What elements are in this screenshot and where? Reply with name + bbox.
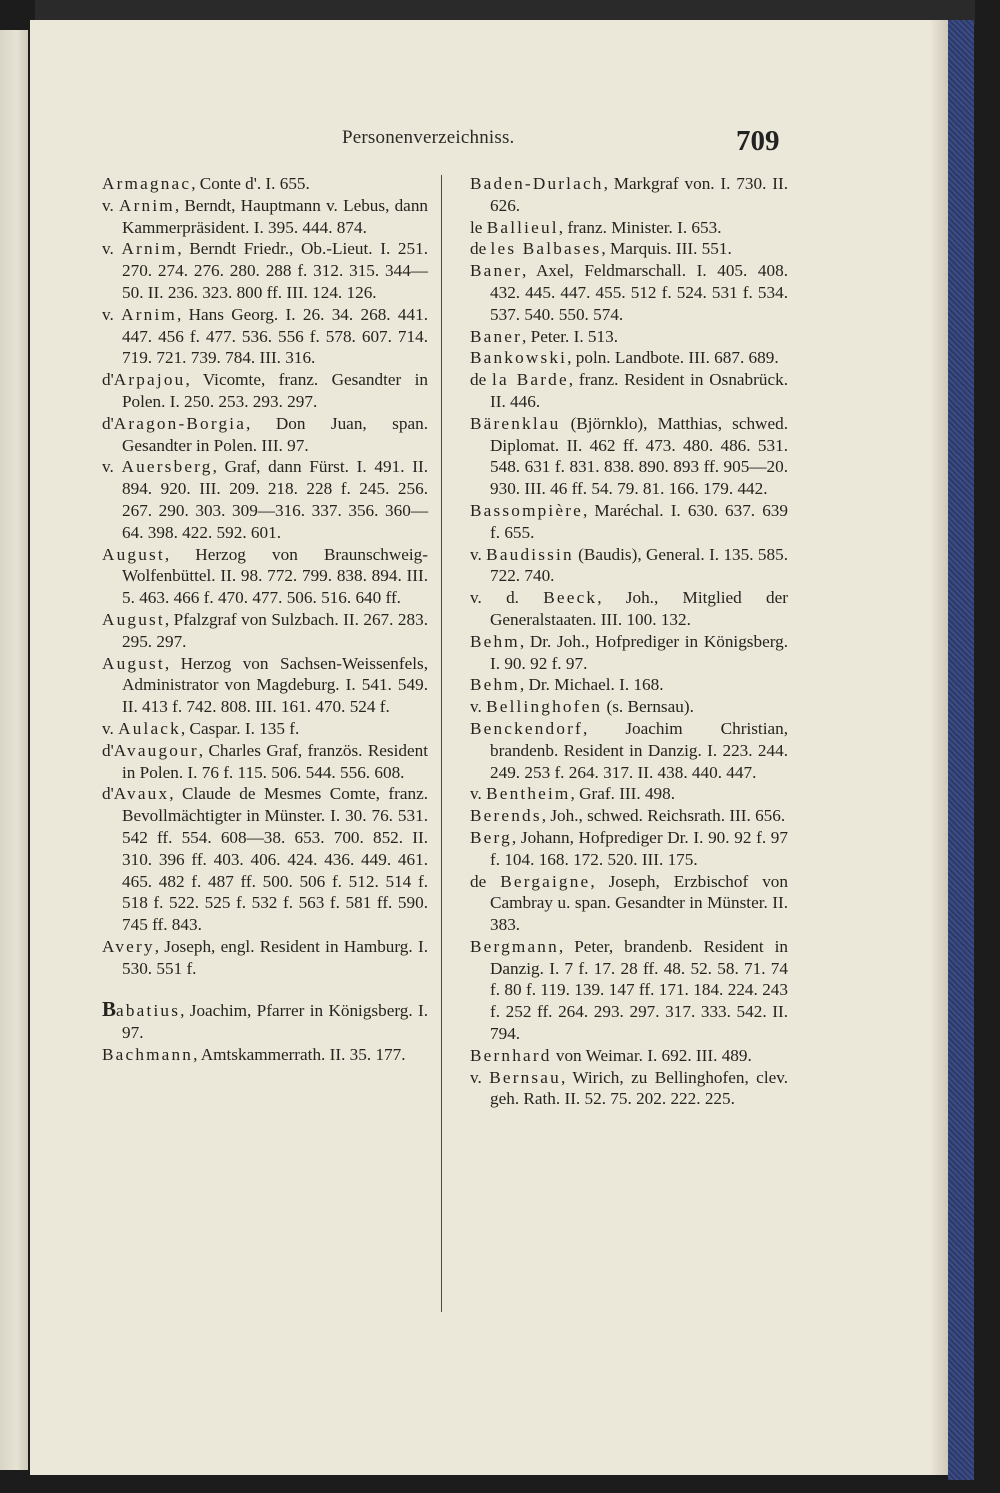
entry-name: Aulack [118, 718, 181, 738]
index-entry [470, 827, 788, 871]
entry-name: Armagnac [102, 174, 192, 193]
entry-references: (s. Bernsau). [602, 697, 694, 717]
index-entry [470, 936, 788, 1045]
index-entry [102, 456, 428, 543]
entry-references: , Axel, Feldmarschall. I. 405. 408. 432. 445. 447. 455. 512 f. 524. 531 f. 534. 537. 540. 550. 574. [490, 261, 788, 324]
entry-name: Beeck [543, 588, 598, 608]
entry-prefix: le [470, 217, 487, 237]
entry-prefix: de [470, 239, 491, 259]
index-entry [102, 740, 428, 784]
entry-references: , Dr. Michael. I. 168. [519, 675, 664, 695]
entry-references: (Björnklo), Matthias, schwed. Diplomat. II. 462 ff. 473. 480. 486. 531. 548. 631 f. 831. 838. 890. 893 ff. 905—20. 930. III. 46 ff. 54. 79. 81. 166. 179. 442. [490, 413, 788, 499]
entry-prefix: d' [102, 740, 114, 760]
index-entry [470, 587, 788, 631]
entry-references: , Joachim Christian, brandenb. Resident in Danzig. I. 223. 244. 249. 253 f. 264. 317. II. 438. 440. 447. [490, 718, 788, 782]
index-entry [102, 999, 428, 1044]
entry-prefix: v. [102, 304, 122, 324]
entry-references: , Wirich, zu Bellinghofen, clev. geh. Rath. II. 52. 75. 202. 222. 225. [490, 1067, 788, 1109]
entry-prefix: v. [102, 239, 122, 259]
entry-name: Arpajou [113, 370, 186, 390]
index-entry [470, 347, 788, 369]
page-number: 709 [736, 125, 780, 157]
entry-name: Bassompière [470, 500, 583, 520]
entry-name: Bankowski [470, 348, 568, 368]
entry-references: , Herzog von Sachsen-Weissenfels, Administrator von Magdeburg. I. 541. 549. II. 413 f. 742. 808. III. 161. 470. 524 f. [122, 653, 428, 717]
entry-references: , franz. Minister. I. 653. [558, 217, 722, 237]
index-entry [470, 1067, 788, 1111]
index-entry [102, 369, 428, 413]
index-entry [470, 369, 788, 413]
index-entry [102, 195, 428, 239]
index-entry [102, 653, 428, 718]
entry-name: Benckendorf [470, 718, 583, 738]
entry-references: , Johann, Hofprediger Dr. I. 90. 92 f. 97 f. 104. 168. 172. 520. III. 175. [490, 827, 788, 869]
entry-prefix: v. [102, 195, 119, 215]
entry-name: Auersberg [121, 457, 213, 477]
index-entry [470, 631, 788, 675]
entry-prefix: d' [102, 413, 114, 433]
index-entry [470, 217, 788, 239]
entry-name: Avaux [113, 784, 170, 804]
entry-references: , Markgraf von. I. 730. II. 626. [490, 174, 788, 215]
entry-name: Bachmann [102, 1045, 194, 1065]
index-entry [470, 500, 788, 544]
entry-prefix: v. [470, 697, 487, 717]
entry-references: , Charles Graf, französ. Resident in Polen. I. 76 f. 115. 506. 544. 556. 608. [122, 740, 428, 782]
entry-references: , Amtskammerrath. II. 35. 177. [193, 1045, 406, 1065]
entry-references: , Herzog von Braunschweig-Wolfenbüttel. II. 98. 772. 799. 838. 894. III. 5. 463. 466 f. 470. 477. 506. 516. 640 ff. [122, 544, 428, 608]
index-entry [102, 609, 428, 653]
entry-prefix: d' [102, 784, 114, 804]
index-entry [102, 1044, 428, 1066]
entry-name: Bellinghofen [486, 697, 603, 717]
entry-prefix: v. d. [470, 588, 544, 608]
entry-references: , Peter. I. 513. [522, 326, 618, 346]
index-entry [102, 304, 428, 369]
entry-references: , Hans Georg. I. 26. 34. 268. 441. 447. 456 f. 477. 536. 556 f. 578. 607. 714. 719. 721. 739. 784. III. 316. [122, 304, 428, 368]
entry-name: Arnim [121, 304, 177, 324]
entry-references: , Joachim, Pfarrer in Königsberg. I. 97. [122, 1001, 428, 1043]
entry-name: Bärenklau [470, 413, 561, 433]
entry-name: Baudissin [486, 544, 574, 564]
section-initial: B [102, 997, 117, 1022]
left-page-edge [0, 30, 28, 1470]
entry-references: , Berndt, Hauptmann v. Lebus, dann Kammerpräsident. I. 395. 444. 874. [122, 195, 429, 237]
entry-references: , Berndt Friedr., Ob.-Lieut. I. 251. 270. 274. 276. 280. 288 f. 312. 315. 344—50. II. 236. 323. 800 ff. III. 124. 126. [122, 239, 428, 302]
index-entry [102, 544, 428, 609]
entry-prefix: v. [470, 1067, 490, 1087]
entry-name: Bentheim [486, 784, 571, 804]
entry-name: Behm [470, 675, 520, 695]
entry-name: Baden-Durlach [470, 174, 604, 193]
entry-references: , Caspar. I. 135 f. [180, 718, 300, 738]
index-entry [102, 936, 428, 980]
entry-prefix: de [470, 871, 501, 891]
entry-references: , Joseph, engl. Resident in Hamburg. I. 530. 551 f. [122, 936, 428, 978]
index-entry [470, 696, 788, 718]
entry-prefix: de [470, 370, 492, 390]
index-entry [102, 238, 428, 303]
entry-references: , Don Juan, span. Gesandter in Polen. III. 97. [122, 413, 428, 455]
index-entry [470, 783, 788, 805]
entry-references: von Weimar. I. 692. III. 489. [551, 1045, 752, 1065]
entry-name: abatius [116, 1001, 181, 1021]
entry-references: , Graf. III. 498. [570, 784, 676, 804]
index-entry [470, 871, 788, 936]
entry-name: Bergmann [470, 936, 559, 956]
entry-name: Aragon-Borgia [113, 413, 247, 433]
entry-references: (Baudis), General. I. 135. 585. 722. 740. [490, 544, 788, 586]
entry-name: Bergaigne [500, 871, 591, 891]
entry-prefix: v. [102, 718, 119, 738]
index-entry [102, 173, 428, 195]
entry-name: Arnim [121, 239, 178, 259]
index-entry [470, 674, 788, 696]
index-entry [470, 260, 788, 325]
entry-references: , Maréchal. I. 630. 637. 639 f. 655. [490, 500, 788, 542]
index-entry [102, 783, 428, 936]
index-entry [470, 326, 788, 348]
index-entry [470, 1045, 788, 1067]
entry-name: Avaugour [113, 740, 199, 760]
book-binding [948, 20, 974, 1480]
entry-references: , Joseph, Erzbischof von Cambray u. span. Gesandter in Münster. II. 383. [490, 871, 788, 935]
index-entry [470, 173, 788, 217]
entry-name: Arnim [119, 195, 175, 215]
index-column-left [102, 173, 428, 1066]
entry-references: , Dr. Joh., Hofprediger in Königsberg. I. 90. 92 f. 97. [490, 631, 788, 673]
index-entry [470, 544, 788, 588]
entry-prefix: v. [470, 784, 487, 804]
entry-references: , Conte d'. I. 655. [191, 174, 310, 193]
entry-references: , Vicomte, franz. Gesandter in Polen. I. 250. 253. 293. 297. [122, 370, 428, 411]
index-entry [470, 413, 788, 500]
entry-references: , Graf, dann Fürst. I. 491. II. 894. 920. III. 209. 218. 228 f. 245. 256. 267. 290. 303. 309—316. 337. 356. 360—64. 398. 422. 592. 601. [122, 457, 428, 542]
entry-references: , poln. Landbote. III. 687. 689. [567, 348, 779, 368]
page-gutter-shadow [930, 20, 948, 1475]
index-entry [470, 805, 788, 827]
index-entry [470, 718, 788, 783]
entry-name: Ballieul [486, 217, 559, 237]
entry-references: , franz. Resident in Osnabrück. II. 446. [490, 370, 788, 411]
entry-references: , Joh., Mitglied der Generalstaaten. III. 100. 132. [490, 588, 788, 629]
entry-name: la Barde [491, 370, 569, 390]
entry-name: Behm [470, 631, 520, 651]
entry-name: Bernsau [489, 1067, 561, 1087]
entry-name: les Balbases [490, 239, 602, 259]
entry-prefix: v. [470, 544, 487, 564]
entry-references: , Claude de Mesmes Comte, franz. Bevollmächtigter in Münster. I. 30. 76. 531. 542 ff. 554. 608—38. 653. 700. 852. II. 310. 396 ff. 403. 406. 424. 436. 449. 461. 465. 482 f. 487 ff. 500. 506 f. 512. 514 f. 518 f. 522. 525 f. 532 f. 563 f. 581 ff. 590. 745 ff. 843. [122, 784, 428, 935]
entry-references: , Peter, brandenb. Resident in Danzig. I. 7 f. 17. 28 ff. 48. 52. 58. 71. 74 f. 80 f. 119. 139. 147 ff. 171. 184. 224. 243 f. 252 ff. 264. 293. 297. 317. 333. 542. II. 794. [490, 936, 788, 1044]
index-column-right [470, 173, 788, 1110]
running-header: Personenverzeichniss. [342, 127, 515, 148]
entry-name: Bernhard [470, 1045, 552, 1065]
entry-name: Baner [470, 261, 523, 281]
index-entry [102, 718, 428, 740]
entry-references: , Joh., schwed. Reichsrath. III. 656. [541, 806, 786, 826]
entry-references: , Pfalzgraf von Sulzbach. II. 267. 283. 295. 297. [122, 609, 428, 651]
index-entry [470, 238, 788, 260]
entry-references: , Marquis. III. 551. [601, 239, 732, 259]
entry-name: August [102, 653, 165, 673]
index-entry [102, 413, 428, 457]
entry-prefix: d' [102, 370, 114, 390]
entry-name: August [102, 609, 165, 629]
entry-name: Avery [102, 936, 155, 956]
entry-prefix: v. [102, 457, 122, 477]
entry-name: Berends [470, 806, 542, 826]
entry-name: August [102, 544, 165, 564]
column-divider [441, 175, 442, 1312]
entry-name: Baner [470, 326, 523, 346]
entry-name: Berg [470, 827, 512, 847]
